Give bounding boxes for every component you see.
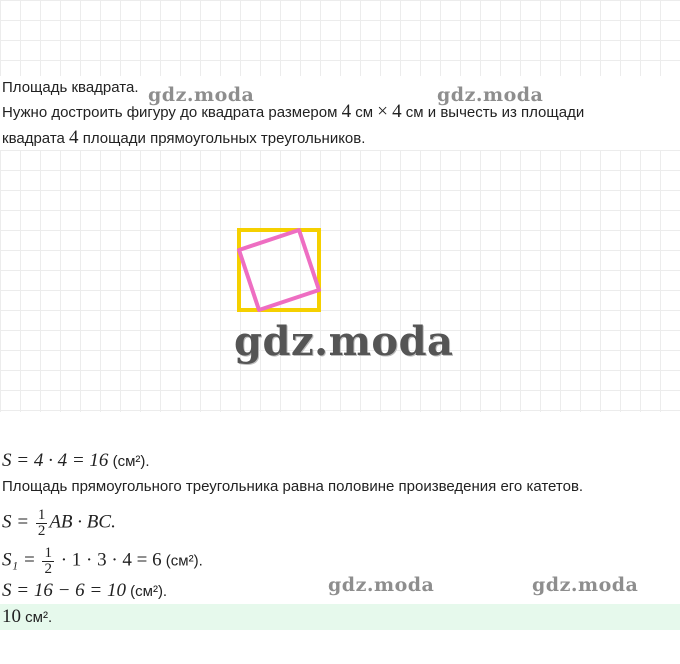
triangle-rule-text: Площадь прямоугольного треугольника равна половине произведения его катетов. [2, 478, 584, 495]
formula-square-area-math: S = 4 · 4 = 16 [2, 450, 109, 471]
instruction-math-4c: 4 [69, 127, 79, 148]
page-title [2, 78, 139, 98]
instruction-unit-a: см [351, 104, 378, 121]
fraction-one-half-2 [42, 546, 54, 577]
fraction-denominator-2: 2 [44, 561, 52, 577]
formula-square-area [2, 451, 150, 472]
outer-square [239, 230, 319, 310]
formula-result [2, 581, 167, 602]
watermark-logo: gdz.moda [148, 84, 255, 106]
answer-math: 10 [2, 606, 21, 627]
formula-s1-lhs: S₁ = [2, 549, 41, 571]
triangle-rule [2, 477, 583, 497]
answer-highlight [0, 604, 680, 630]
fraction-one-half [36, 508, 48, 539]
instruction-text-a: Нужно достроить фигуру до квадрата размером [2, 104, 342, 121]
grid-background-top [0, 0, 680, 76]
formula-result-unit: (см²). [125, 583, 168, 600]
instruction-line-2 [2, 128, 365, 149]
instruction-times: × [377, 101, 388, 122]
fraction-numerator-2: 1 [44, 545, 52, 561]
formula-triangle-lhs: S = [2, 511, 34, 533]
square-figure [234, 225, 324, 315]
inscribed-square [239, 230, 319, 310]
fraction-denominator: 2 [37, 523, 46, 539]
formula-s1-rhs: · 1 · 3 · 4 = 6 [55, 549, 162, 571]
fraction-numerator: 1 [37, 507, 46, 523]
instruction-unit-b: см и вычесть из площади [401, 104, 585, 121]
watermark-logo: gdz.moda [532, 574, 639, 596]
formula-triangle-general [2, 508, 116, 539]
watermark-logo: gdz.moda [437, 84, 544, 106]
instruction-text-c: площади прямоугольных треугольников. [78, 130, 366, 147]
formula-result-math: S = 16 − 6 = 10 [2, 580, 126, 601]
formula-s1-unit: (см²). [161, 552, 203, 570]
instruction-math-4a: 4 [341, 101, 352, 122]
watermark-logo-large: gdz.moda [234, 318, 454, 365]
formula-triangle-rhs: AB · BC. [49, 511, 116, 533]
grid-background-figure [0, 150, 680, 412]
formula-square-area-unit: (см²). [108, 453, 150, 470]
formula-triangles-area [2, 546, 203, 577]
answer-line [2, 607, 52, 628]
instruction-math-4b: 4 [392, 101, 402, 122]
answer-unit: см². [21, 609, 53, 626]
title-text: Площадь квадрата. [2, 79, 139, 96]
watermark-logo: gdz.moda [328, 574, 435, 596]
instruction-text-b: квадрата [2, 130, 70, 147]
